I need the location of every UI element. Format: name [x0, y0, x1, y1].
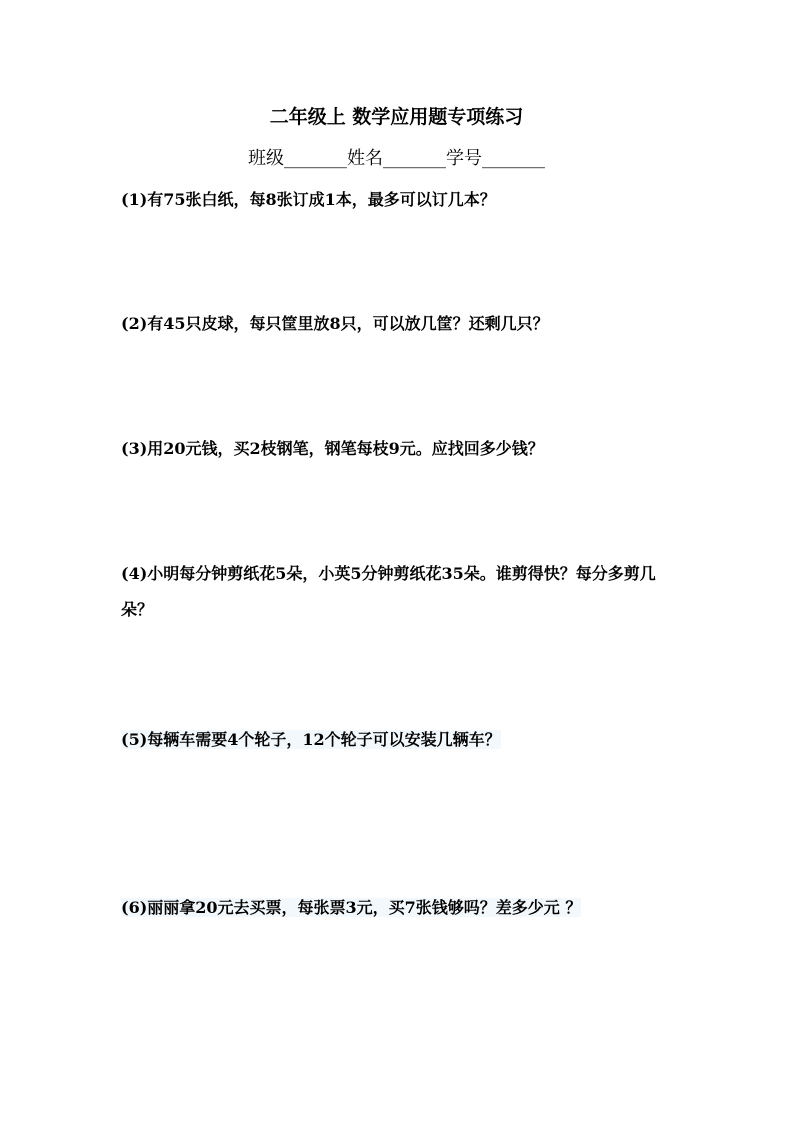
- number-blank: _______: [482, 148, 545, 169]
- name-label: 姓名: [347, 148, 383, 169]
- question-1: (1)有75张白纸，每8张订成1本，最多可以订几本？: [121, 190, 496, 209]
- question-6: [121, 890, 681, 926]
- class-label: 班级: [248, 148, 284, 169]
- number-label: 学号: [446, 148, 482, 169]
- name-blank: _______: [383, 148, 446, 169]
- question-2: (2)有45只皮球，每只筐里放8只，可以放几筐？还剩几只？: [121, 314, 549, 333]
- question-5: [121, 722, 681, 758]
- question-5-text: (5)每辆车需要4个轮子，12个轮子可以安装几辆车？: [121, 730, 501, 749]
- question-4: (4)小明每分钟剪纸花5朵，小英5分钟剪纸花35朵。谁剪得快？每分多剪几朵？: [121, 564, 656, 619]
- class-blank: _______: [284, 148, 347, 169]
- question-3: (3)用20元钱，买2枝钢笔，钢笔每枝9元。应找回多少钱？: [121, 439, 544, 458]
- question-6-text: (6)丽丽拿20元去买票，每张票3元，买7张钱够吗？差多少元 ？: [121, 898, 582, 917]
- page-title: 二年级上 数学应用题专项练习: [269, 106, 524, 128]
- student-info-line: [0, 146, 793, 172]
